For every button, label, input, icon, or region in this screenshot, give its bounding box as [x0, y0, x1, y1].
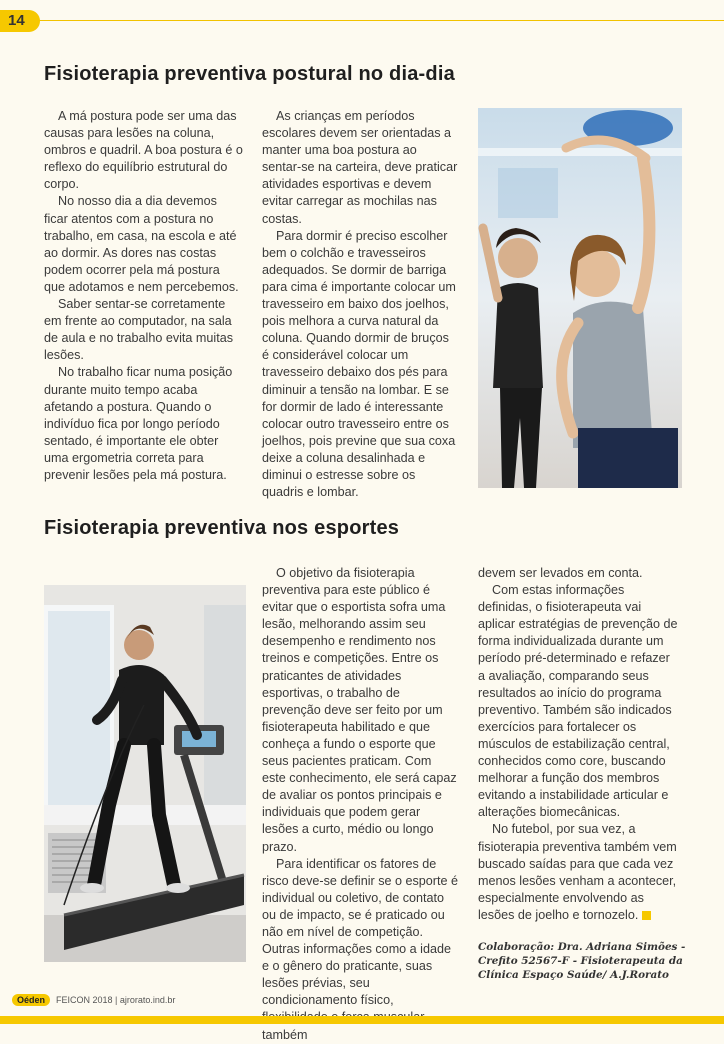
footer-logo: Oéden — [12, 994, 50, 1006]
paragraph: No trabalho ficar numa posição durante muito tempo acaba afetando a postura. Quando o indivíduo fica por longo período sentado, é importante ele obter uma ergometria correta para prevenir lesões pela má postura. — [44, 365, 233, 482]
paragraph-continuation: devem ser levados em conta. — [478, 566, 643, 580]
section1-column1 — [44, 108, 244, 484]
credit-note: Colaboração: Dra. Adriana Simões - Crefito 52567-F - Fisioterapeuta da Clínica Espaço Saúde/ A.J.Rorato — [478, 941, 686, 981]
paragraph — [478, 821, 678, 924]
stretching-women-photo — [478, 108, 682, 488]
section1-column2 — [262, 108, 458, 501]
paragraph: No nosso dia a dia devemos ficar atentos com a postura no trabalho, em casa, na escola e até ao dormir. As dores nas costas podem ocorrer pela má postura que adotamos e nem percebemos. — [44, 194, 239, 294]
paragraph: Com estas informações definidas, o fisioterapeuta vai aplicar estratégias de prevenção de forma individualizada durante um período pré-determinado e refazer a avaliação, comparando seus resultados ao início do programa preventivo. Também são indicados exercícios para fortalecer os músculos de estabilização central, conhecidos como core, buscando melhorar a função dos membros evitando a instabilidade articular e alterações biomecânicas. — [478, 583, 678, 820]
paragraph-text: No futebol, por sua vez, a fisioterapia preventiva também vem buscado saídas para que cada vez menos lesões venham a acontecer, especialmente envolvendo as lesões de joelho e tornozelo. — [478, 822, 677, 922]
paragraph: Para identificar os fatores de risco deve-se definir se o esporte é individual ou coletivo, de contato ou de impacto, se é praticado ou não em nível de competição. Outras informações como a idade e o gênero do praticante, suas lesões prévias, seu condicionamento físico, também — [262, 856, 459, 1042]
footer-bar — [0, 1016, 724, 1024]
paragraph: As crianças em períodos escolares devem ser orientadas a manter uma boa postura ao sentar-se na carteira, deve praticar atividades esportivas e devem evitar carregar as mochilas nas costas. — [262, 109, 458, 226]
footer-text: FEICON 2018 | ajrorato.ind.br — [56, 995, 176, 1005]
paragraph: O objetivo da fisioterapia preventiva para este público é evitar que o esportista sofra uma lesão, melhorando assim seu desempenho e rendimento nos treinos e competições. Entre os praticantes de atividades esportivas, o trabalho de prevenção deve ser feito por um fisioterapeuta habilitado e que conheça a fundo o esporte que seus pacientes praticam. Com este conhecimento, ele será capaz de avaliar os pontos principais e individuais que podem gerar lesões a curto, médio ou longo prazo. — [262, 566, 457, 854]
section2-column2 — [262, 565, 458, 1044]
top-rule — [30, 20, 724, 21]
page-number: 14 — [0, 10, 40, 32]
end-mark-icon — [642, 911, 651, 920]
paragraph: Para dormir é preciso escolher bem o colchão e travesseiros adequados. Se dormir de barriga para cima é importante colocar um travesseiro em baixo dos joelhos, pois melhora a curva natural da coluna. Quando dormir de bruços é considerável colocar um travesseiro debaixo dos pés para diminuir a tensão na lombar. E se for dormir de lado é interessante colocar outro travesseiro entre os joelhos, pois previne que sua coxa deixe a coluna desalinhada e diminui o estresse sobre os quadris e lombar. — [262, 228, 456, 500]
paragraph: Saber sentar-se corretamente em frente ao computador, na sala de aula e no trabalho evita muitas lesões. — [44, 297, 234, 363]
paragraph: A má postura pode ser uma das causas para lesões na coluna, ombros e quadril. A boa postura é o reflexo do equilíbrio estrutural do corpo. — [44, 109, 243, 192]
section1-title: Fisioterapia preventiva postural no dia-dia — [44, 63, 455, 85]
footer — [12, 994, 175, 1006]
section2-column3 — [478, 565, 678, 924]
treadmill-runner-photo — [44, 585, 246, 962]
section2-title: Fisioterapia preventiva nos esportes — [44, 517, 400, 539]
